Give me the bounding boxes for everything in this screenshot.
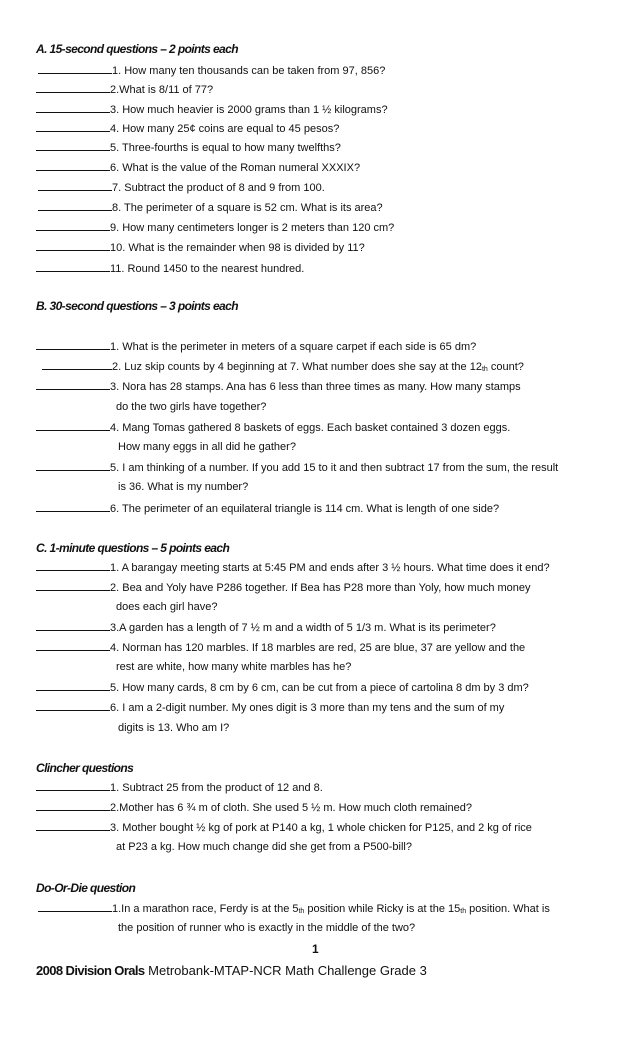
question-clincher-3: 3. Mother bought ½ kg of pork at P140 a kg, 1 whole chicken for P125, and 2 kg of rice (36, 821, 532, 834)
answer-blank[interactable] (36, 340, 110, 350)
question-b5-continued: is 36. What is my number? (118, 481, 249, 493)
question-a9: 9. How many centimeters longer is 2 meters than 120 cm? (36, 221, 394, 234)
question-a6: 6. What is the value of the Roman numeral XXXIX? (36, 161, 360, 174)
answer-blank[interactable] (36, 221, 110, 231)
question-a4: 4. How many 25¢ coins are equal to 45 pesos? (36, 122, 339, 135)
answer-blank[interactable] (36, 103, 110, 113)
answer-blank[interactable] (38, 181, 112, 191)
question-clincher-3-continued: at P23 a kg. How much change did she get from a P500-bill? (116, 841, 412, 853)
answer-blank[interactable] (36, 801, 110, 811)
question-b1: 1. What is the perimeter in meters of a square carpet if each side is 65 dm? (36, 340, 476, 353)
footer-event: 2008 Division Orals (36, 963, 145, 978)
question-clincher-2: 2.Mother has 6 ¾ m of cloth. She used 5 ½ m. How much cloth remained? (36, 801, 472, 814)
answer-blank[interactable] (36, 641, 110, 651)
answer-blank[interactable] (36, 241, 110, 251)
question-c6: 6. I am a 2-digit number. My ones digit is 3 more than my tens and the sum of my (36, 701, 504, 714)
answer-blank[interactable] (36, 380, 110, 390)
question-b4: 4. Mang Tomas gathered 8 baskets of eggs. Each basket contained 3 dozen eggs. (36, 421, 510, 434)
answer-blank[interactable] (36, 681, 110, 691)
question-c2: 2. Bea and Yoly have P286 together. If Bea has P28 more than Yoly, how much money (36, 581, 531, 594)
page-number: 1 (312, 942, 319, 956)
answer-blank[interactable] (36, 461, 110, 471)
answer-blank[interactable] (42, 360, 112, 370)
question-c1: 1. A barangay meeting starts at 5:45 PM and ends after 3 ½ hours. What time does it end? (36, 561, 550, 574)
answer-blank[interactable] (36, 141, 110, 151)
question-b3: 3. Nora has 28 stamps. Ana has 6 less than three times as many. How many stamps (36, 380, 521, 393)
footer (36, 963, 427, 978)
question-a1: 1. How many ten thousands can be taken from 97, 856? (38, 64, 385, 77)
question-do-or-die-1: 1.In a marathon race, Ferdy is at the $5_{th}$ position while Ricky is at the $15_{th}$ position. What is (38, 902, 550, 915)
answer-blank[interactable] (36, 421, 110, 431)
answer-blank[interactable] (36, 701, 110, 711)
question-a3: 3. How much heavier is 2000 grams than 1 ½ kilograms? (36, 103, 388, 116)
answer-blank[interactable] (36, 502, 110, 512)
do-or-die-heading: Do-Or-Die question (36, 881, 136, 895)
section-c-heading: C. 1-minute questions – 5 points each (36, 541, 230, 555)
question-b4-continued: How many eggs in all did he gather? (118, 441, 296, 453)
answer-blank[interactable] (36, 83, 110, 93)
question-a8: 8. The perimeter of a square is 52 cm. What is its area? (38, 201, 383, 214)
question-a10: 10. What is the remainder when 98 is divided by 11? (36, 241, 365, 254)
question-a11: 11. Round 1450 to the nearest hundred. (36, 262, 304, 275)
question-a7: 7. Subtract the product of 8 and 9 from 100. (38, 181, 325, 194)
question-c4-continued: rest are white, how many white marbles has he? (116, 661, 352, 673)
answer-blank[interactable] (36, 621, 110, 631)
answer-blank[interactable] (38, 902, 112, 912)
answer-blank[interactable] (36, 561, 110, 571)
question-a5: 5. Three-fourths is equal to how many twelfths? (36, 141, 341, 154)
question-do-or-die-1-continued: the position of runner who is exactly in the middle of the two? (118, 922, 416, 934)
question-c2-continued: does each girl have? (116, 601, 218, 613)
answer-blank[interactable] (36, 581, 110, 591)
question-b6: 6. The perimeter of an equilateral triangle is 114 cm. What is length of one side? (36, 502, 499, 515)
answer-blank[interactable] (38, 64, 112, 74)
clincher-heading: Clincher questions (36, 761, 134, 775)
section-b-heading: B. 30-second questions – 3 points each (36, 299, 238, 313)
answer-blank[interactable] (36, 262, 110, 272)
question-c5: 5. How many cards, 8 cm by 6 cm, can be cut from a piece of cartolina 8 dm by 3 dm? (36, 681, 529, 694)
footer-title: Metrobank-MTAP-NCR Math Challenge Grade 3 (144, 963, 427, 978)
question-b2: 2. Luz skip counts by 4 beginning at 7. What number does she say at the $12_{th}$ count? (42, 360, 524, 373)
question-a2: 2.What is 8/11 of 77? (36, 83, 213, 96)
question-b3-continued: do the two girls have together? (116, 401, 267, 413)
question-c6-continued: digits is 13. Who am I? (118, 722, 230, 734)
question-clincher-1: 1. Subtract 25 from the product of 12 and 8. (36, 781, 323, 794)
answer-blank[interactable] (36, 781, 110, 791)
question-c4: 4. Norman has 120 marbles. If 18 marbles are red, 25 are blue, 37 are yellow and the (36, 641, 525, 654)
question-c3: 3.A garden has a length of 7 ½ m and a width of 5 1/3 m. What is its perimeter? (36, 621, 496, 634)
answer-blank[interactable] (36, 161, 110, 171)
answer-blank[interactable] (36, 821, 110, 831)
answer-blank[interactable] (38, 201, 112, 211)
section-a-heading: A. 15-second questions – 2 points each (36, 42, 238, 56)
question-b5: 5. I am thinking of a number. If you add 15 to it and then subtract 17 from the sum, the result (36, 461, 558, 474)
answer-blank[interactable] (36, 122, 110, 132)
